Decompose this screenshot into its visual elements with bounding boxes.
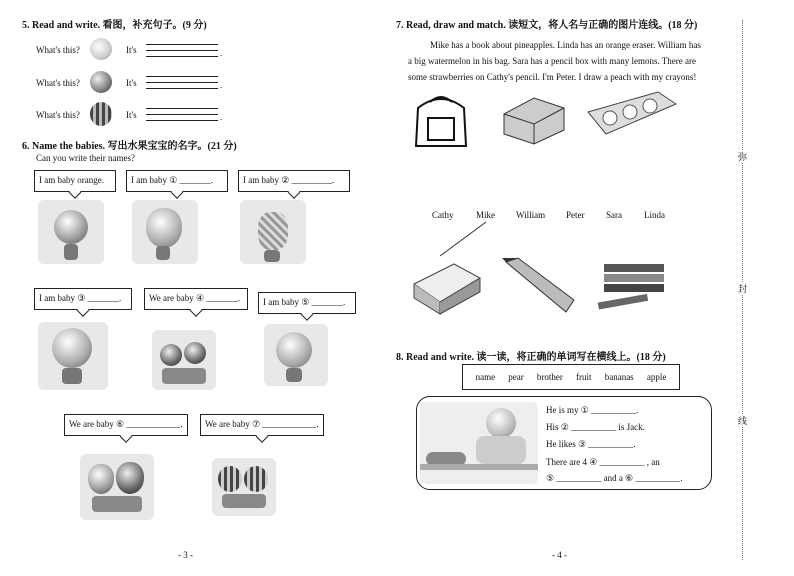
baby-with-fruit-image	[420, 402, 538, 484]
answer-line[interactable]	[146, 108, 218, 109]
q6-subtitle: Can you write their names?	[36, 153, 135, 163]
name-label[interactable]: Linda	[644, 210, 665, 220]
q7-title: 7. Read, draw and match. 读短文，将人名与正确的图片连线。(18 分)	[396, 20, 698, 31]
eraser-image[interactable]	[498, 92, 568, 146]
watermelon-babies-image	[212, 458, 276, 516]
answer-line[interactable]	[146, 82, 218, 83]
seal-char: 封	[738, 282, 747, 295]
speech-bubble[interactable]: We are baby ⑦ ____________.	[200, 414, 324, 436]
peach-baby-image	[264, 324, 328, 386]
q7-passage-line: Mike has a book about pineapples. Linda has an orange eraser. William has	[430, 40, 701, 50]
answer-line[interactable]	[146, 114, 218, 115]
pineapple-baby-image	[240, 200, 306, 264]
answer-line[interactable]	[146, 88, 218, 89]
pear-baby-image	[132, 200, 198, 264]
word-bank	[462, 364, 680, 390]
word-bank-item: pear	[508, 372, 524, 382]
book-image[interactable]	[410, 254, 484, 316]
q5-title: 5. Read and write. 看图，补充句子。(9 分)	[22, 20, 207, 31]
answer-line[interactable]	[146, 56, 218, 57]
schoolbag-image[interactable]	[408, 88, 474, 150]
peach-image	[90, 38, 112, 60]
q7-passage-line: a big watermelon in his bag. Sara has a pencil box with many lemons. There are	[408, 56, 696, 66]
word-bank-item: fruit	[576, 372, 592, 382]
answer-line[interactable]	[146, 120, 218, 121]
name-label[interactable]: Cathy	[432, 210, 454, 220]
q5-answer-label: It's	[126, 110, 137, 120]
name-label[interactable]: William	[516, 210, 546, 220]
word-bank-item: bananas	[604, 372, 634, 382]
answer-line[interactable]	[146, 44, 218, 45]
q5-answer-label: It's	[126, 78, 137, 88]
answer-line[interactable]	[146, 76, 218, 77]
q8-sentence[interactable]: His ② __________ is Jack.	[546, 422, 645, 432]
q5-question: What's this?	[36, 45, 80, 55]
q7-passage-line: some strawberries on Cathy's pencil. I'm Peter. I draw a peach with my crayons!	[408, 72, 697, 82]
strawberry-babies-image	[80, 454, 154, 520]
speech-bubble[interactable]: I am baby ③ _______.	[34, 288, 132, 310]
word-bank-item: name	[475, 372, 496, 382]
word-bank-item: brother	[536, 372, 563, 382]
answer-line[interactable]	[146, 50, 218, 51]
q5-answer-label: It's	[126, 45, 137, 55]
q8-sentence[interactable]: He is my ① __________.	[546, 405, 639, 415]
q5-question: What's this?	[36, 110, 80, 120]
q8-sentence[interactable]: He likes ③ __________.	[546, 439, 636, 449]
name-label[interactable]: Sara	[606, 210, 622, 220]
q6-title: 6. Name the babies. 写出水果宝宝的名字。(21 分)	[22, 141, 237, 152]
pencil-box-image[interactable]	[584, 88, 680, 140]
speech-bubble[interactable]: We are baby ⑥ ____________.	[64, 414, 188, 436]
q8-title: 8. Read and write. 读一读，将正确的单词写在横线上。(18 分)	[396, 352, 666, 363]
apple-baby-image	[38, 322, 108, 390]
speech-bubble: I am baby orange.	[34, 170, 116, 192]
page-number-left: - 3 -	[178, 550, 193, 560]
q8-sentence[interactable]: ⑤ __________ and a ⑥ __________.	[546, 473, 683, 483]
speech-bubble[interactable]: I am baby ② _________.	[238, 170, 350, 192]
page-number-right: - 4 -	[552, 550, 567, 560]
q5-question: What's this?	[36, 78, 80, 88]
seal-char: 线	[738, 414, 747, 427]
crayons-image[interactable]	[594, 258, 674, 314]
cherry-babies-image	[152, 330, 216, 390]
watermelon-image	[90, 102, 112, 126]
orange-baby-image	[38, 200, 104, 264]
apple-image	[90, 71, 112, 93]
q8-sentence[interactable]: There are 4 ④ __________ , an	[546, 457, 660, 467]
speech-bubble[interactable]: We are baby ④ _______.	[144, 288, 248, 310]
word-bank-item: apple	[646, 372, 667, 382]
seal-char: 弥	[738, 150, 747, 163]
speech-bubble[interactable]: I am baby ① _______.	[126, 170, 228, 192]
name-label[interactable]: Mike	[476, 210, 495, 220]
pencil-image[interactable]	[500, 256, 578, 316]
name-label[interactable]: Peter	[566, 210, 585, 220]
speech-bubble[interactable]: I am baby ⑤ _______.	[258, 292, 356, 314]
